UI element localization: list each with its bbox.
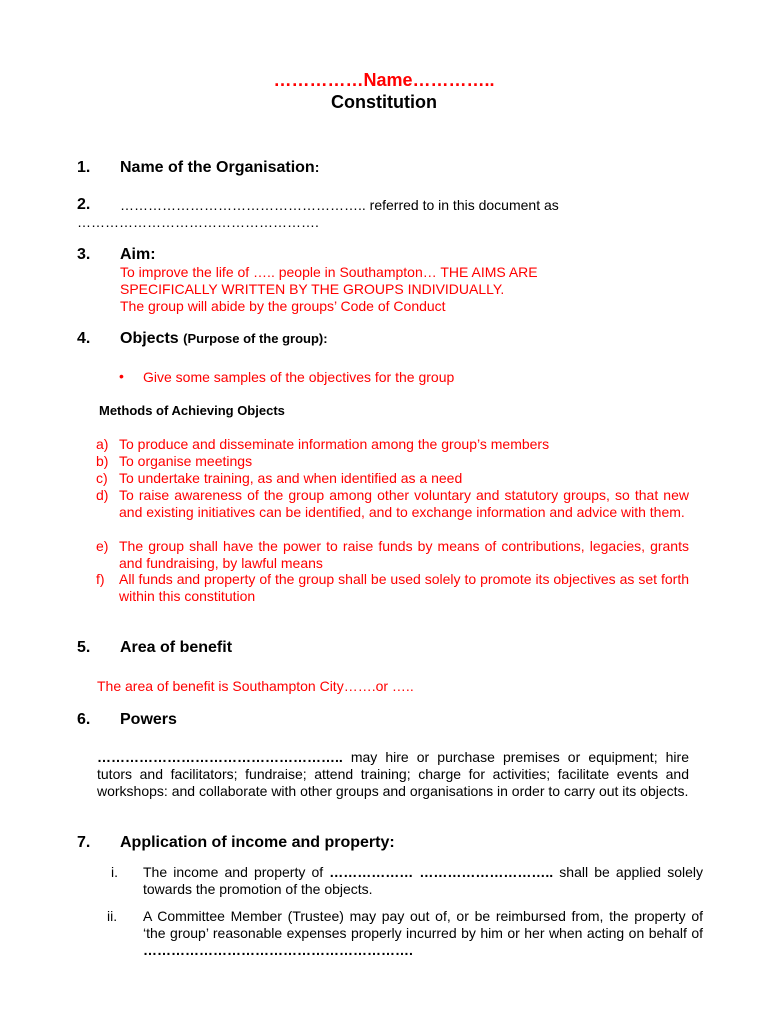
list-item-label: ii.: [107, 908, 118, 924]
list-item-text: All funds and property of the group shall be used solely to promote its objectives as set forth within this constitution: [119, 571, 689, 604]
section-2-line1: …………………………………………….. referred to in this document as: [120, 197, 559, 213]
list-item-text: [143, 908, 703, 959]
list-item-text: To organise meetings: [119, 453, 253, 469]
list-item: [107, 908, 705, 962]
section-6-text: [97, 749, 689, 800]
document-title: Constitution: [331, 92, 437, 112]
section-3-heading: Aim:: [120, 246, 156, 263]
list-item: [96, 571, 696, 605]
list-item-label: e): [96, 538, 109, 554]
section-5-heading: Area of benefit: [120, 639, 233, 656]
list-item-text: To undertake training, as and when identified as a need: [119, 470, 463, 486]
list-item: [110, 864, 705, 900]
list-item: [96, 453, 696, 470]
list-item: [96, 436, 696, 453]
section-7-number: 7.: [77, 834, 91, 851]
list-item-label: i.: [111, 864, 118, 880]
item-ii-pre: A Committee Member (Trustee) may pay out of, or be reimbursed from, the property of ‘the group’ reasonable expenses properly incurred by him or her when acting on behalf of: [143, 908, 703, 941]
section-6-text-rest: may hire or purchase premises or equipment; hire tutors and facilitators; fundraise; attend training; charge for activities; facilitate events and workshops: and collaborate with other groups and organisations in order to carry out its objects.: [97, 749, 689, 799]
section-6-dots: ……………………………………………..: [97, 749, 343, 765]
item-i-pre: The income and property of: [143, 864, 330, 880]
section-6-heading: Powers: [120, 711, 177, 728]
section-4-heading: [120, 330, 328, 348]
list-item-label: c): [96, 470, 108, 486]
list-item-text: To produce and disseminate information among the group’s members: [119, 436, 550, 452]
list-item: [96, 487, 696, 537]
section-2-number: 2.: [77, 196, 91, 213]
list-item: [96, 538, 696, 572]
section-5-text: The area of benefit is Southampton City…….or …..: [97, 678, 414, 694]
section-4-number: 4.: [77, 330, 91, 347]
list-item-text: [143, 864, 703, 898]
section-5-number: 5.: [77, 639, 91, 656]
section-4-bullet-text: Give some samples of the objectives for the group: [143, 369, 455, 385]
section-4-heading-text: Objects: [120, 330, 179, 347]
section-4-heading-note: (Purpose of the group):: [183, 331, 328, 346]
section-1-heading-colon: :: [314, 159, 320, 175]
list-item-text: To raise awareness of the group among other voluntary and statutory groups, so that new and existing initiatives can be identified, and to exchange information and advice with them.: [119, 487, 689, 520]
list-item-text: The group shall have the power to raise funds by means of contributions, legacies, grants and fundraising, by lawful means: [119, 538, 689, 571]
list-item-label: d): [96, 487, 109, 503]
document-name-placeholder: ……………Name…………..: [273, 70, 495, 90]
item-ii-dots: ………………………………………………….: [143, 942, 413, 958]
section-1-heading-text: Name of the Organisation: [120, 159, 315, 176]
item-i-dots: ……………… ………………………..: [329, 864, 554, 880]
section-7-heading: Application of income and property:: [120, 834, 395, 851]
section-3-aim-line3: The group will abide by the groups’ Code of Conduct: [120, 298, 446, 314]
section-6-number: 6.: [77, 711, 91, 728]
section-1-heading: [120, 159, 319, 177]
section-3-aim-line2: SPECIFICALLY WRITTEN BY THE GROUPS INDIVIDUALLY.: [120, 281, 505, 297]
methods-heading: Methods of Achieving Objects: [99, 403, 285, 418]
section-3-number: 3.: [77, 246, 91, 263]
section-1-number: 1.: [77, 159, 91, 176]
section-3-aim-line1: To improve the life of ….. people in Southampton… THE AIMS ARE: [120, 264, 538, 280]
item-i-post: shall be applied solely towards the promotion of the objects.: [143, 864, 703, 897]
list-item: [96, 470, 696, 487]
list-item-label: f): [96, 571, 105, 587]
section-2-line2: …………………………………………….: [77, 214, 319, 230]
bullet-icon: •: [119, 368, 124, 384]
list-item-label: a): [96, 436, 109, 452]
list-item-label: b): [96, 453, 109, 469]
